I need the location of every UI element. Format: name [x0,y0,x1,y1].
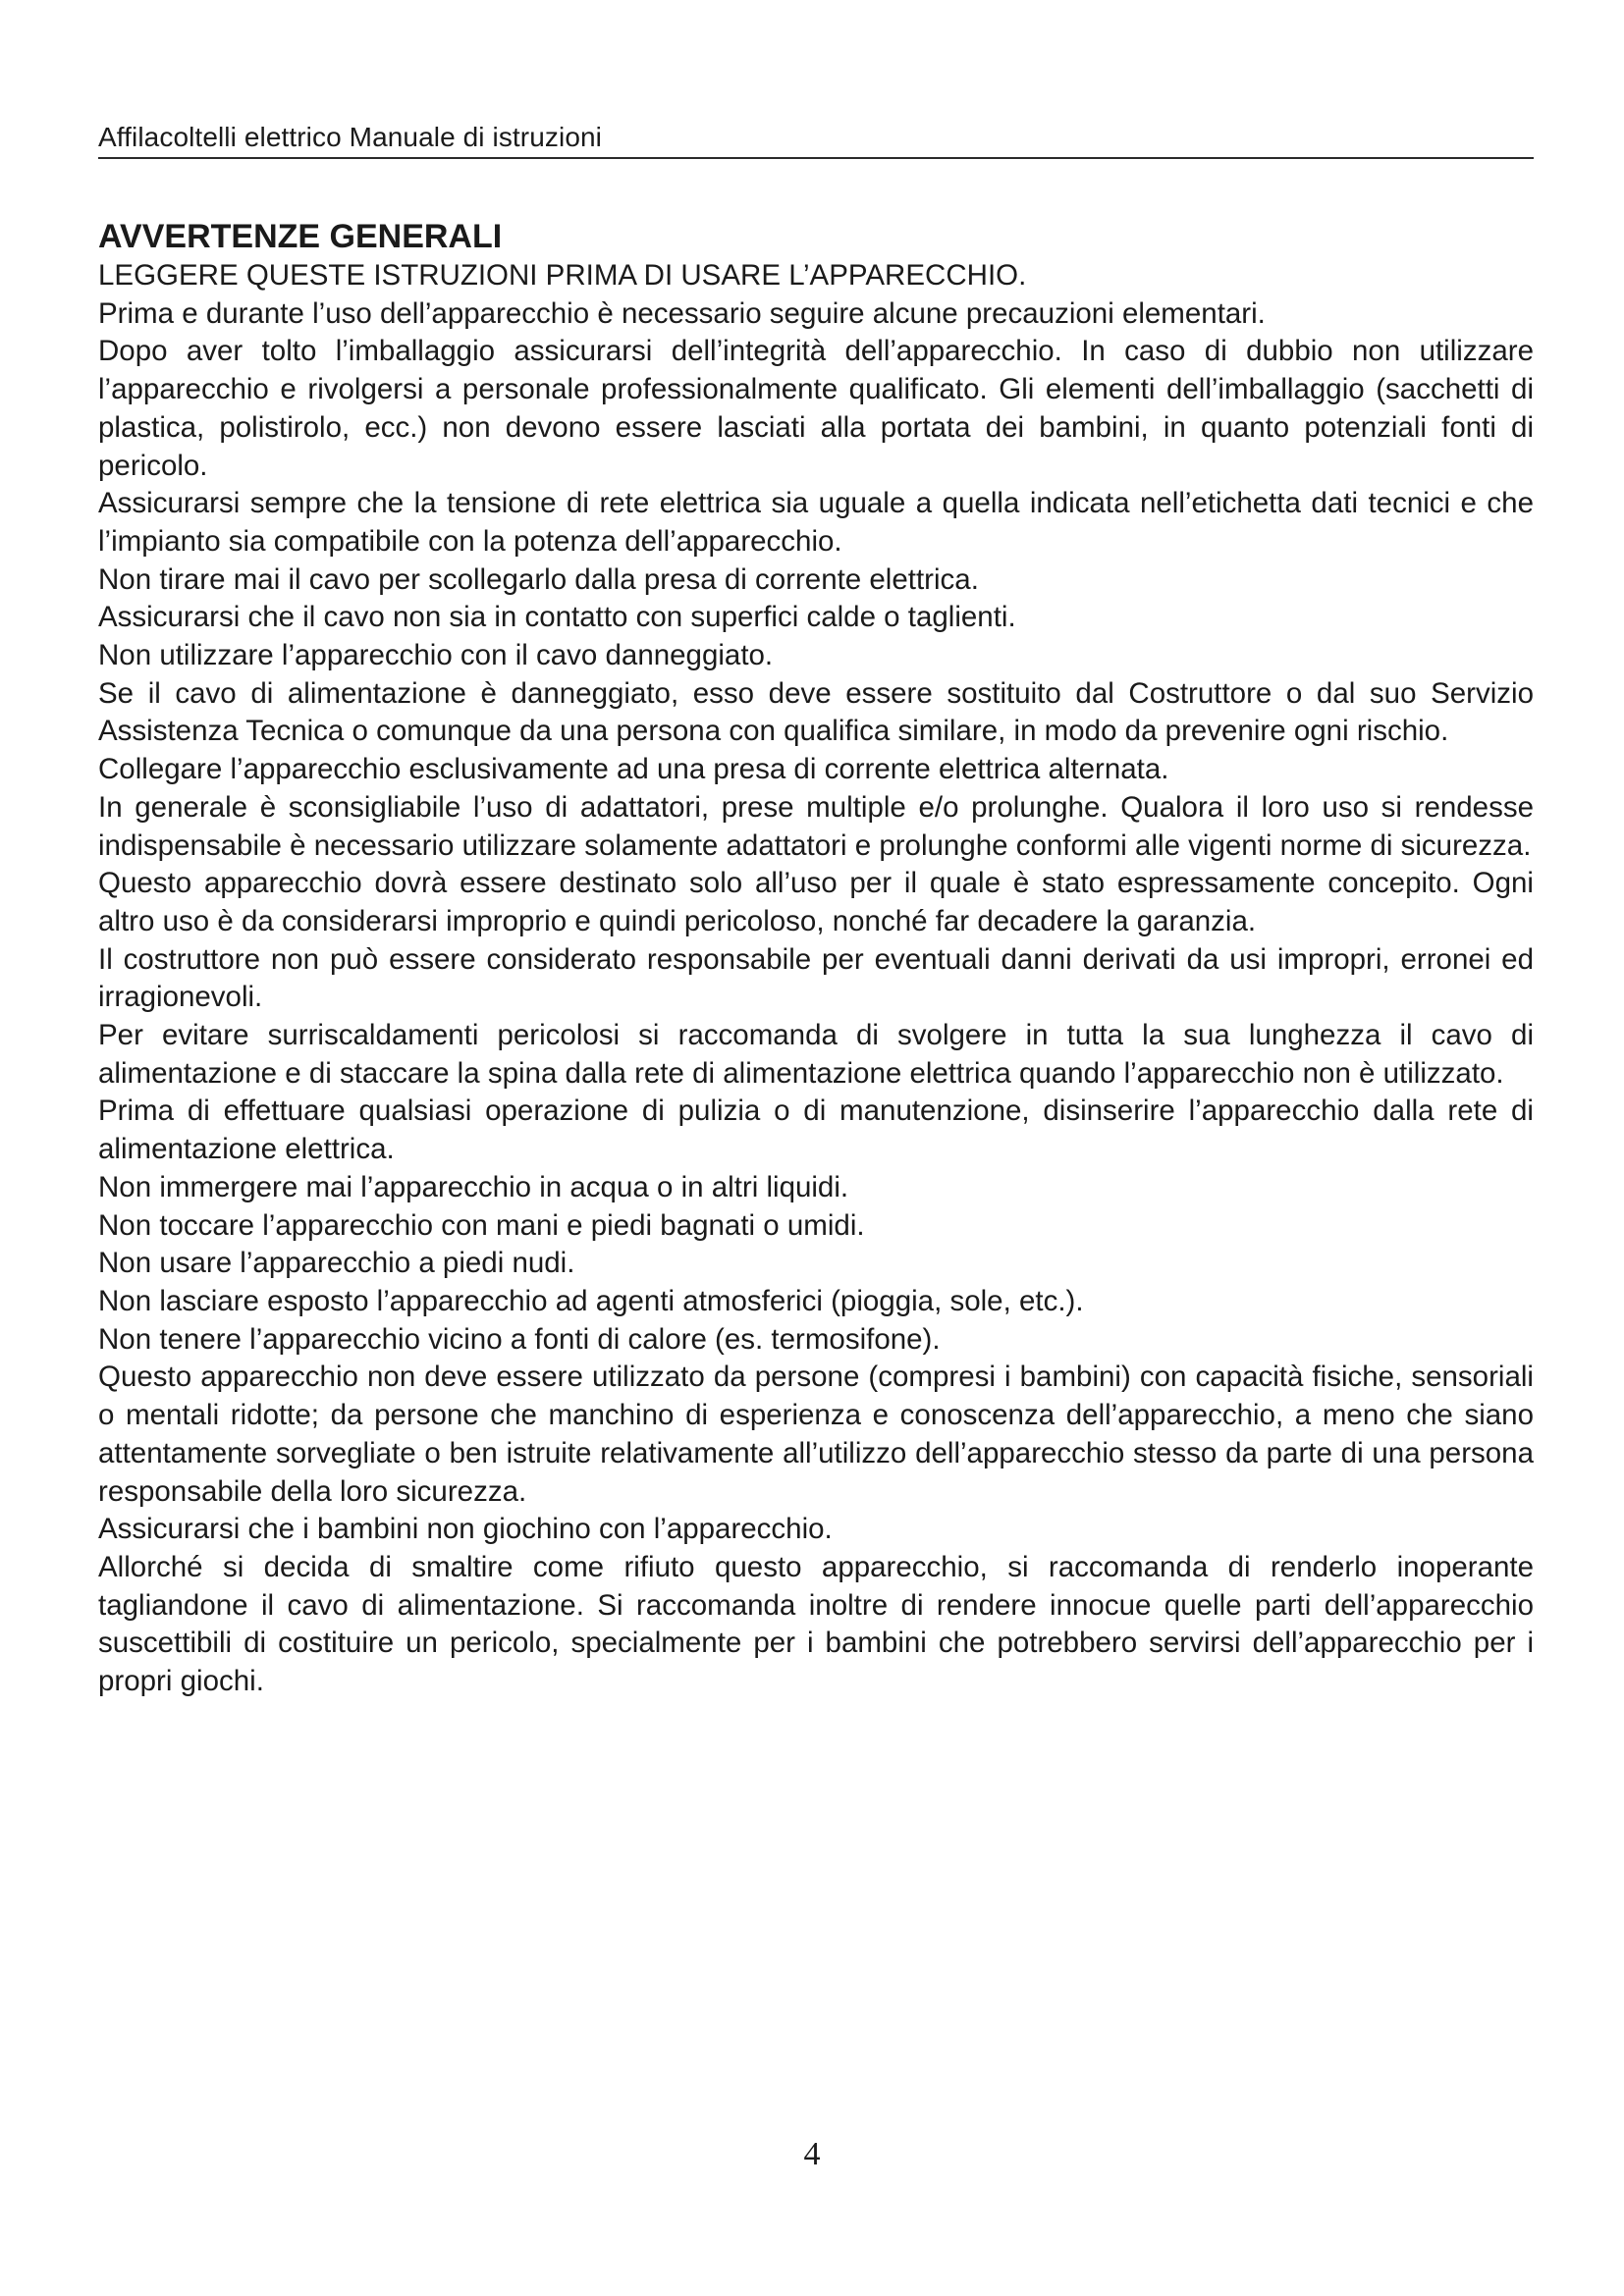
paragraph: Non utilizzare l’apparecchio con il cavo danneggiato. [98,639,774,672]
paragraph: Assicurarsi sempre che la tensione di rete elettrica sia uguale a quella indicata nell’etichetta dati tecnici e che l’impianto sia compatibile con la potenza dell’apparecchio. [98,487,1534,558]
paragraph: Non usare l’apparecchio a piedi nudi. [98,1247,575,1280]
paragraph: Assicurarsi che il cavo non sia in contatto con superfici calde o taglienti. [98,601,1016,634]
section-subtitle: LEGGERE QUESTE ISTRUZIONI PRIMA DI USARE L’APPARECCHIO. [98,259,1027,292]
paragraph: Non toccare l’apparecchio con mani e piedi bagnati o umidi. [98,1208,865,1242]
paragraph: Non lasciare esposto l’apparecchio ad agenti atmosferici (pioggia, sole, etc.). [98,1284,1084,1317]
paragraph: Non immergere mai l’apparecchio in acqua o in altri liquidi. [98,1170,849,1203]
paragraph: Allorché si decida di smaltire come rifiuto questo apparecchio, si raccomanda di renderlo inoperante tagliandone il cavo di alimentazione. Si raccomanda inoltre di rendere innocue quelle parti dell’apparecchio suscettibili di costituire un pericolo, specialmente per i bambini che potrebbero servirsi dell’apparecchio per i propri giochi. [98,1550,1534,1698]
page-number: 4 [803,2136,821,2172]
paragraph: Il costruttore non può essere considerato responsabile per eventuali danni derivati da usi impropri, erronei ed irragionevoli. [98,942,1534,1014]
paragraph: Dopo aver tolto l’imballaggio assicurarsi dell’integrità dell’apparecchio. In caso di dubbio non utilizzare l’apparecchio e rivolgersi a personale professionalmente qualificato. Gli elementi dell’imballaggio (sacchetti di plastica, polistirolo, ecc.) non devono essere lasciati alla portata dei bambini, in quanto potenziali fonti di pericolo. [98,335,1534,482]
paragraph: In generale è sconsigliabile l’uso di adattatori, prese multiple e/o prolunghe. Qualora il loro uso si rendesse indispensabile è necessario utilizzare solamente adattatori e prolunghe conformi alle vigenti norme di sicurezza. [98,790,1534,862]
paragraph: Prima di effettuare qualsiasi operazione di pulizia o di manutenzione, disinserire l’apparecchio dalla rete di alimentazione elettrica. [98,1095,1534,1166]
paragraph: Non tenere l’apparecchio vicino a fonti di calore (es. termosifone). [98,1322,941,1356]
section-title: AVVERTENZE GENERALI [98,218,503,255]
paragraph: Collegare l’apparecchio esclusivamente ad una presa di corrente elettrica alternata. [98,753,1169,786]
paragraph: Questo apparecchio non deve essere utilizzato da persone (compresi i bambini) con capacità fisiche, sensoriali o mentali ridotte; da persone che manchino di esperienza e conoscenza dell’apparecchio, a meno che siano attentamente sorvegliate o ben istruite relativamente all’utilizzo dell’apparecchio stesso da parte di una persona responsabile della loro sicurezza. [98,1361,1534,1508]
main-content [98,216,1534,1701]
paragraph: Se il cavo di alimentazione è danneggiato, esso deve essere sostituito dal Costruttore o dal suo Servizio Assistenza Tecnica o comunque da una persona con qualifica similare, in modo da prevenire ogni rischio. [98,676,1534,748]
paragraph: Assicurarsi che i bambini non giochino con l’apparecchio. [98,1513,833,1546]
page-header [98,116,1534,159]
paragraph: Per evitare surriscaldamenti pericolosi si raccomanda di svolgere in tutta la sua lunghezza il cavo di alimentazione e di staccare la spina dalla rete di alimentazione elettrica quando l’apparecchio non è utilizzato. [98,1019,1534,1090]
paragraph: Questo apparecchio dovrà essere destinato solo all’uso per il quale è stato espressamente concepito. Ogni altro uso è da considerarsi improprio e quindi pericoloso, nonché far decadere la garanzia. [98,867,1534,937]
header-title: Affilacoltelli elettrico Manuale di istruzioni [98,122,602,152]
paragraph: Prima e durante l’uso dell’apparecchio è necessario seguire alcune precauzioni elementari. [98,296,1266,330]
paragraph: Non tirare mai il cavo per scollegarlo dalla presa di corrente elettrica. [98,562,979,596]
